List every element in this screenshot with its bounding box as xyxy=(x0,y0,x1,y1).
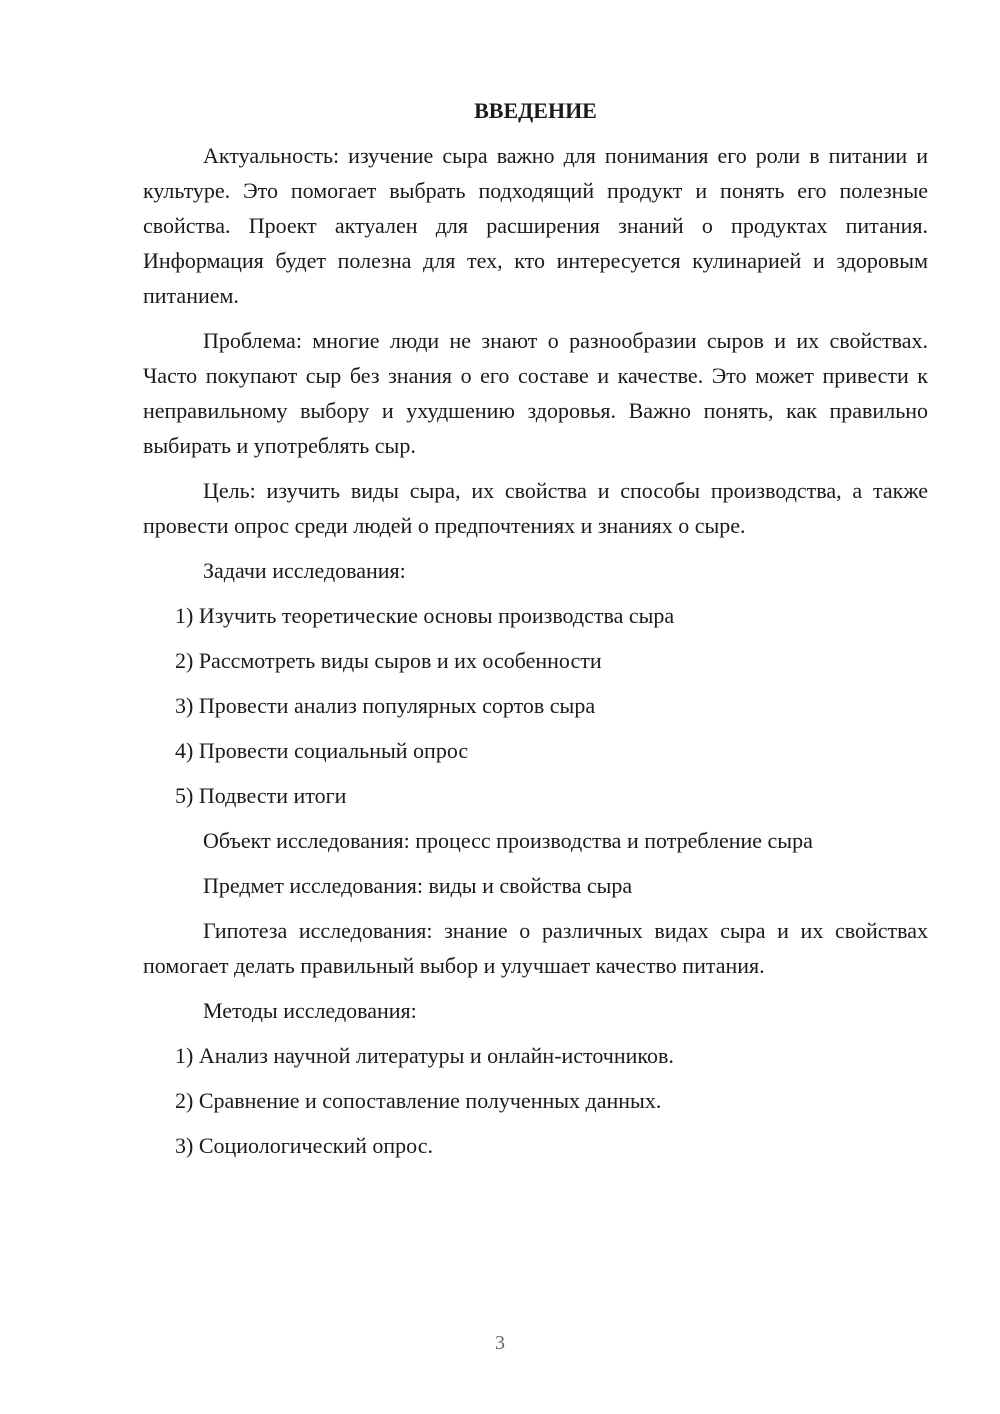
tasks-heading: Задачи исследования: xyxy=(203,558,406,583)
method-item: 2) Сравнение и сопоставление полученных данных. xyxy=(175,1088,662,1113)
method-item: 3) Социологический опрос. xyxy=(175,1133,433,1158)
page-content xyxy=(143,96,928,1173)
task-item: 4) Провести социальный опрос xyxy=(175,738,469,763)
method-item: 1) Анализ научной литературы и онлайн-источников. xyxy=(175,1043,674,1068)
hypothesis-paragraph: Гипотеза исследования: знание о различных видах сыра и их свойствах помогает делать правильный выбор и улучшает качество питания. xyxy=(143,918,928,978)
methods-heading: Методы исследования: xyxy=(203,998,417,1023)
goal-paragraph: Цель: изучить виды сыра, их свойства и способы производства, а также провести опрос среди людей о предпочтениях и знаниях о сыре. xyxy=(143,478,928,538)
research-subject: Предмет исследования: виды и свойства сыра xyxy=(203,873,633,898)
section-title: ВВЕДЕНИЕ xyxy=(474,98,597,123)
problem-paragraph: Проблема: многие люди не знают о разнообразии сыров и их свойствах. Часто покупают сыр без знания о его составе и качестве. Это может привести к неправильному выбору и ухудшению здоровья. Важно понять, как правильно выбирать и употреблять сыр. xyxy=(143,328,928,458)
relevance-paragraph: Актуальность: изучение сыра важно для понимания его роли в питании и культуре. Это помогает выбрать подходящий продукт и понять его полезные свойства. Проект актуален для расширения знаний о продуктах питания. Информация будет полезна для тех, кто интересуется кулинарией и здоровым питанием. xyxy=(143,143,928,308)
task-item: 5) Подвести итоги xyxy=(175,783,347,808)
task-item: 2) Рассмотреть виды сыров и их особенности xyxy=(175,648,602,673)
task-item: 3) Провести анализ популярных сортов сыра xyxy=(175,693,596,718)
task-item: 1) Изучить теоретические основы производства сыра xyxy=(175,603,675,628)
research-object: Объект исследования: процесс производства и потребление сыра xyxy=(203,828,813,853)
page-number: 3 xyxy=(495,1332,505,1354)
